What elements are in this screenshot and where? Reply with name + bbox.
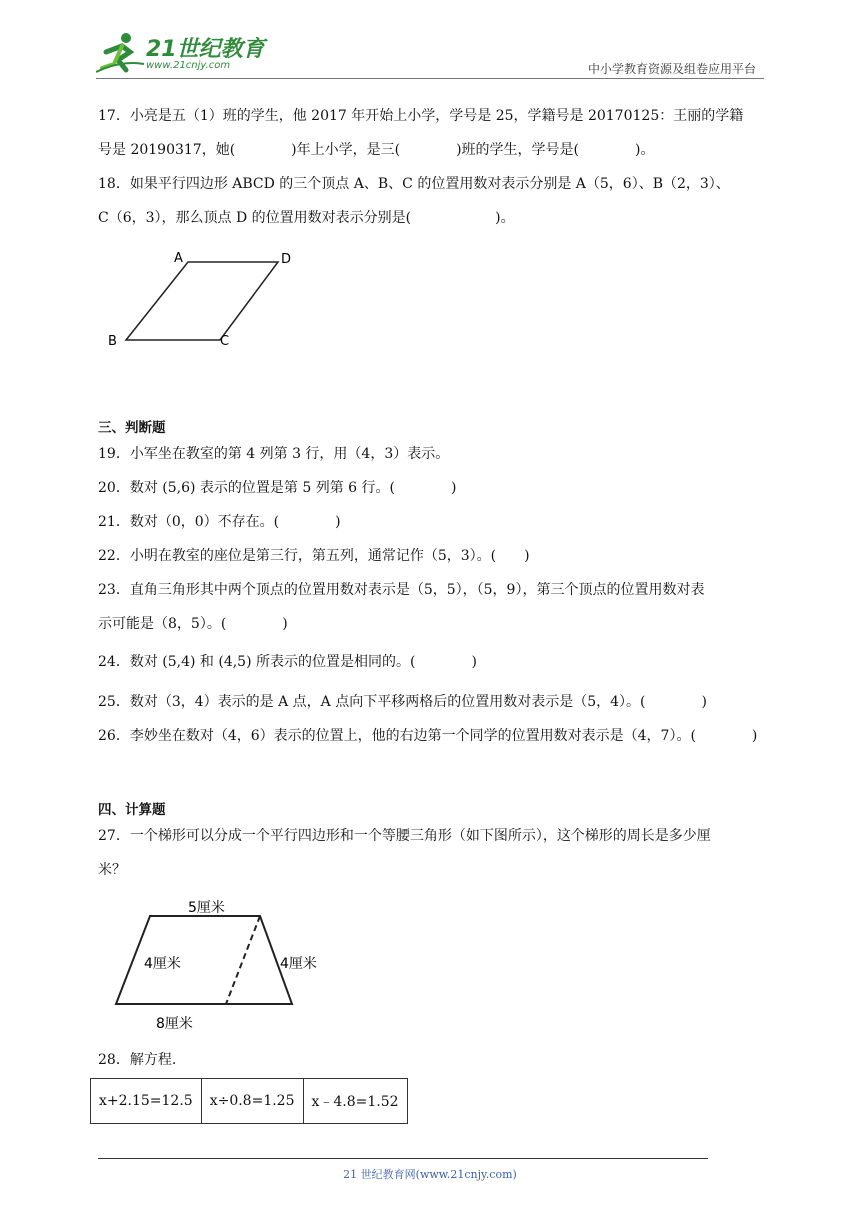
bottom-length-label: 8厘米 — [156, 1016, 193, 1032]
dashed-divider — [226, 916, 260, 1004]
q24-line: 24．数对 (5,4) 和 (4,5) 所表示的位置是相同的。( ) — [98, 654, 477, 670]
q26-line: 26．李妙坐在数对（4，6）表示的位置上，他的右边第一个同学的位置用数对表示是（4，7）。( ) — [98, 728, 758, 744]
top-length-label: 5厘米 — [188, 900, 225, 916]
q20-line: 20．数对 (5,6) 表示的位置是第 5 列第 6 行。( ) — [98, 480, 457, 496]
right-length-label: 4厘米 — [280, 956, 317, 972]
q23-line1: 23．直角三角形其中两个顶点的位置用数对表示是（5，5），（5，9），第三个顶点的位置用数对表 — [98, 582, 705, 598]
site-logo — [96, 30, 266, 78]
q23-line2: 示可能是（8，5）。( ) — [98, 616, 288, 632]
parallelogram-figure — [100, 248, 310, 352]
q21-line: 21．数对（0，0）不存在。( ) — [98, 514, 341, 530]
q25-line: 25．数对（3，4）表示的是 A 点，A 点向下平移两格后的位置用数对表示是（5，4）。( ) — [98, 694, 707, 710]
section4-title: 四、计算题 — [98, 802, 166, 818]
q19-line: 19．小军坐在教室的第 4 列第 3 行，用（4，3）表示。 — [98, 446, 450, 462]
equation-cell: x+2.15=12.5 — [91, 1079, 202, 1124]
q18-line1: 18．如果平行四边形 ABCD 的三个顶点 A、B、C 的位置用数对表示分别是 A（5，6）、B（2，3）、 — [98, 176, 730, 192]
q27-line2: 米？ — [98, 862, 126, 878]
q22-line: 22．小明在教室的座位是第三行，第五列，通常记作（5，3）。( ) — [98, 548, 530, 564]
platform-title: 中小学教育资源及组卷应用平台 — [587, 62, 756, 76]
q28-line: 28．解方程. — [98, 1052, 177, 1068]
footer-divider — [98, 1158, 708, 1159]
q17-line2: 号是 20190317，她( )年上小学，是三( )班的学生，学号是( )。 — [98, 142, 655, 158]
q18-line2: C（6，3），那么顶点 D 的位置用数对表示分别是( )。 — [98, 210, 515, 226]
q17-line1: 17．小亮是五（1）班的学生，他 2017 年开始上小学，学号是 25，学籍号是 20170125：王丽的学籍 — [98, 108, 744, 124]
q27-line1: 27．一个梯形可以分成一个平行四边形和一个等腰三角形（如下图所示），这个梯形的周长是多少厘 — [98, 828, 711, 844]
vertex-label-a: A — [174, 251, 183, 266]
equation-cell: x÷0.8=1.25 — [201, 1079, 303, 1124]
runner-logo-icon — [96, 30, 146, 74]
header-divider — [96, 78, 764, 79]
left-length-label: 4厘米 — [144, 956, 181, 972]
logo-url-text: www.21cnjy.com — [146, 60, 231, 71]
equation-cell: x﹣4.8=1.52 — [303, 1079, 407, 1124]
logo-brand-text: 21世纪教育 — [146, 37, 265, 62]
vertex-label-b: B — [108, 334, 117, 349]
equations-table — [90, 1078, 408, 1124]
vertex-label-c: C — [220, 334, 230, 349]
parallelogram-shape — [126, 262, 278, 340]
trapezoid-shape — [116, 916, 292, 1004]
footer-text: 21 世纪教育网(www.21cnjy.com) — [343, 1168, 517, 1181]
section3-title: 三、判断题 — [98, 420, 166, 436]
vertex-label-d: D — [281, 252, 292, 267]
trapezoid-figure — [110, 894, 330, 1034]
